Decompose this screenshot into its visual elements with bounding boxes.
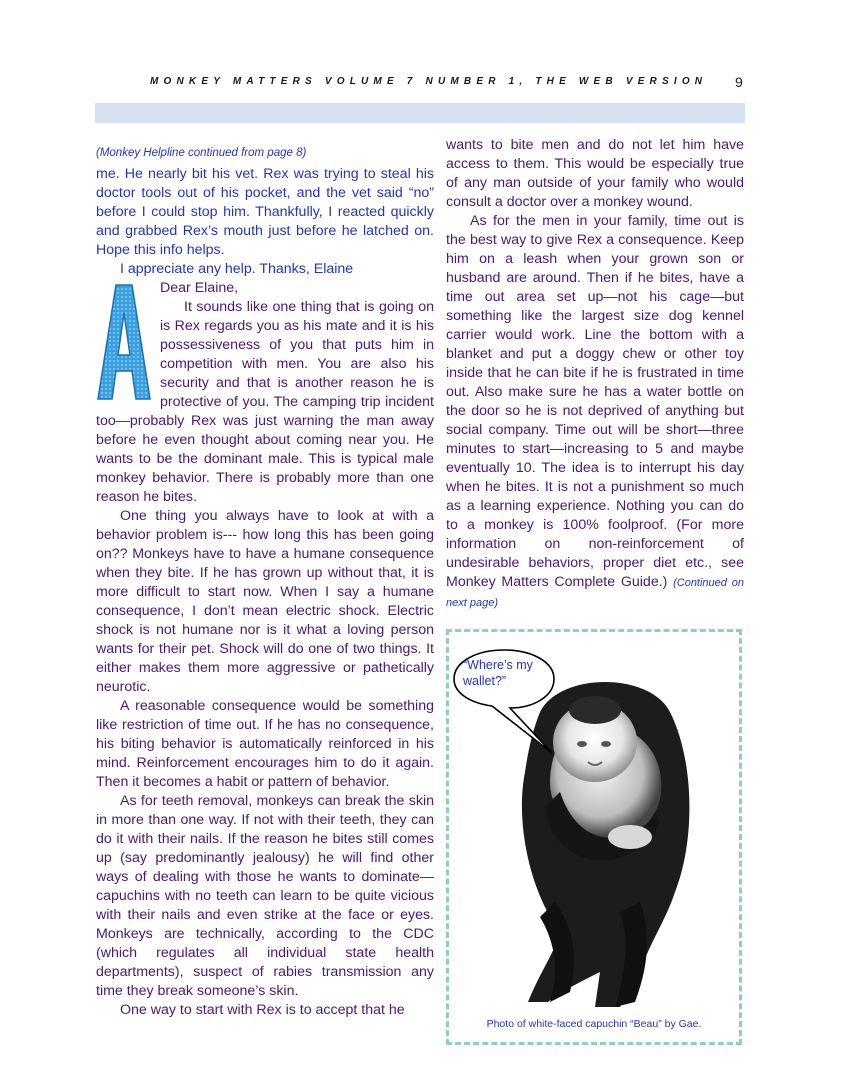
answer-paragraph-5: One way to start with Rex is to accept that he xyxy=(120,1002,405,1018)
drop-cap-a xyxy=(96,283,152,401)
right-paragraph-2 xyxy=(446,212,744,613)
answer-paragraph-3: A reasonable consequence would be something like restriction of time out. If he has no consequence, his biting behavior is automatically reinforced in his mind. Reinforcement encourages him to do it again. Then it becomes a habit or pattern of behavior. xyxy=(96,698,434,790)
answer-paragraph-1: It sounds like one thing that is going on is Rex regards you as his mate and it is his possessiveness of you that puts him in competition with men. You are also his security and that is another reason he is protective of you. The camping trip incident too—probably Rex was just warning the man away before he even thought about coming near you. He wants to be the dominant male. This is typical male monkey behavior. There is probably more than one reason he bites. xyxy=(96,299,434,505)
answer-paragraph-2: One thing you always have to look at with a behavior problem is--- how long this has been going on?? Monkeys have to have a humane consequence when they bite. If he has grown up without that, it is more difficult to start now. When I say a humane consequence, I don’t mean electric shock. Electric shock is not humane nor is it what a loving person wants for their pet. Shock will do one of two things. It either makes them more aggressive or pathetically neurotic. xyxy=(96,508,434,695)
letter-signoff: I appreciate any help. Thanks, Elaine xyxy=(120,261,354,277)
right-paragraph-1: wants to bite men and do not let him have access to them. This would be especially true of any man outside of your family who would consult a doctor over a monkey wound. xyxy=(446,137,744,210)
page-number: 9 xyxy=(735,74,743,90)
salutation: Dear Elaine, xyxy=(160,280,239,296)
right-column xyxy=(446,136,744,613)
answer-paragraph-4: As for teeth removal, monkeys can break the skin in more than one way. If not with their teeth, they can do it with their nails. If the reason he bites still comes up (say predominantly jealousy) he will find other ways of dealing with those he wants to dominate—capuchins with no teeth can learn to be quite vicious with their nails and even strike at the face or eyes. Monkeys are technically, according to the CDC (which regulates all individual state health departments), suspect of rabies transmission any time they break someone’s skin. xyxy=(96,793,434,999)
speech-bubble-text: “Where’s my wallet?” xyxy=(463,658,533,688)
continued-on-note: (Continued on next page) xyxy=(446,577,744,609)
photo-caption: Photo of white-faced capuchin “Beau” by Gae. xyxy=(486,1018,702,1030)
running-title: MONKEY MATTERS VOLUME 7 NUMBER 1, THE WEB VERSION xyxy=(150,76,708,87)
letter-end: me. He nearly bit his vet. Rex was trying to steal his doctor tools out of his pocket, and the vet said “no” before I could stop him. Thankfully, I reacted quickly and grabbed Rex’s mouth just before he latched on. Hope this info helps. xyxy=(96,166,434,258)
left-column xyxy=(96,144,434,1020)
continued-from-note: (Monkey Helpline continued from page 8) xyxy=(96,147,307,159)
right-paragraph-2-text: As for the men in your family, time out is the best way to give Rex a consequence. Keep him on a leash when your grown son or husband are around. Then if he bites, have a time out area set up—not his cage—but something like the largest size dog kennel carrier would work. Line the bottom with a blanket and put a doggy chew or other toy inside that he can bite if he is frustrated in time out. Also make sure he has a water bottle on the door so he is not deprived of anything but social company. Time out will be short—three minutes to start—increasing to 5 and maybe eventually 10. The idea is to interrupt his day when he bites. It is not a punishment so much as a learning experience. Nothing you can do to a monkey is 100% foolproof. (For more information on non-reinforcement of undesirable behaviors, proper diet etc., see Monkey Matters Complete Guide.) xyxy=(446,213,744,590)
header-band xyxy=(95,103,745,123)
